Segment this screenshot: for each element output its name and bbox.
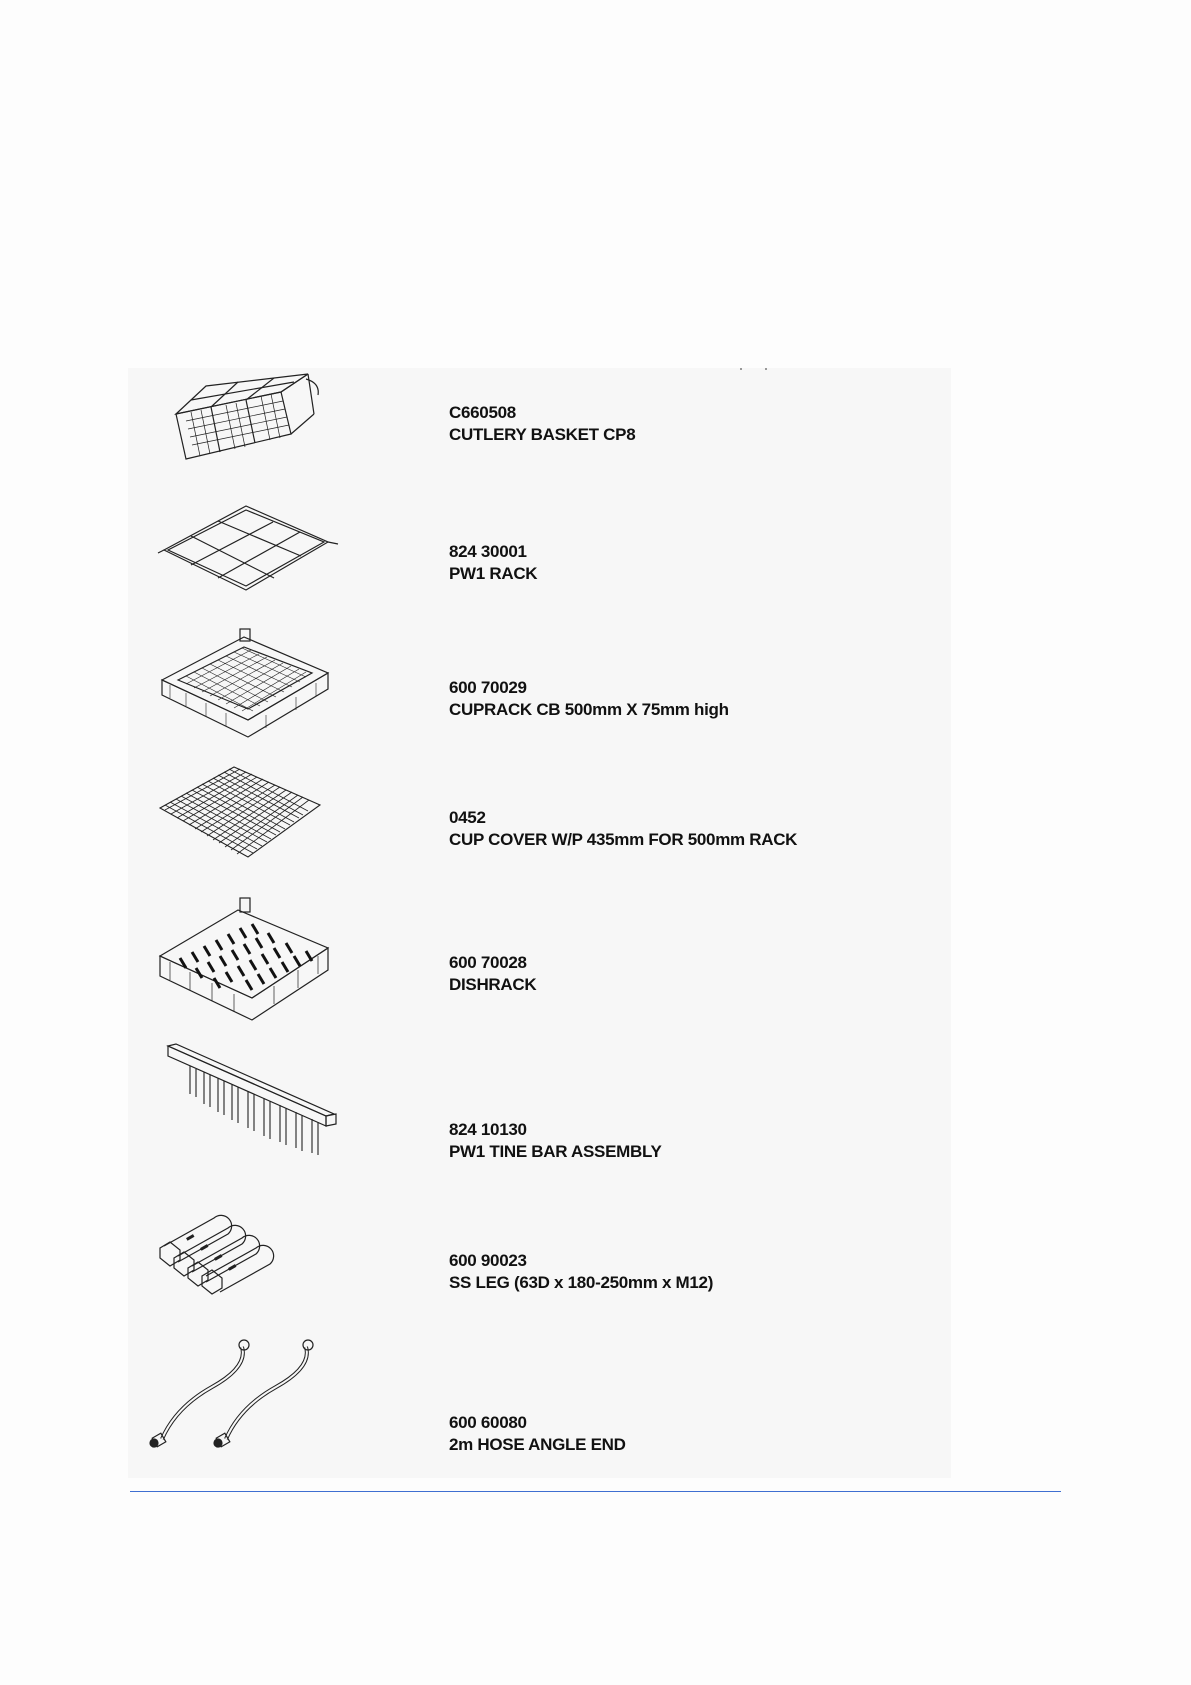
part-description: PW1 RACK xyxy=(449,564,538,583)
dishrack-icon xyxy=(156,888,356,1023)
part-code: 824 10130 xyxy=(449,1120,527,1139)
part-code: 0452 xyxy=(449,808,486,827)
cutlery-basket-icon xyxy=(156,374,356,474)
part-code: 600 70028 xyxy=(449,953,527,972)
part-row xyxy=(128,368,951,488)
part-code: 600 60080 xyxy=(449,1413,527,1432)
ss-legs-icon xyxy=(156,1206,356,1291)
scan-speck xyxy=(740,368,742,370)
part-description: CUP COVER W/P 435mm FOR 500mm RACK xyxy=(449,830,798,849)
part-description: DISHRACK xyxy=(449,975,537,994)
hoses-icon xyxy=(142,1339,342,1449)
part-row xyxy=(128,1333,951,1478)
parts-panel xyxy=(128,368,951,1478)
part-code: C660508 xyxy=(449,403,516,422)
cuprack-icon xyxy=(156,625,356,740)
part-row xyxy=(128,1198,951,1333)
part-row xyxy=(128,1038,951,1198)
part-description: 2m HOSE ANGLE END xyxy=(449,1435,626,1454)
part-description: CUTLERY BASKET CP8 xyxy=(449,425,636,444)
part-code: 600 90023 xyxy=(449,1251,527,1270)
tine-bar-icon xyxy=(156,1042,356,1157)
cup-cover-grid-icon xyxy=(156,763,356,863)
part-row xyxy=(128,488,951,623)
part-row xyxy=(128,623,951,753)
part-code: 600 70029 xyxy=(449,678,527,697)
wire-rack-icon xyxy=(156,498,356,598)
scan-speck xyxy=(765,368,767,370)
part-description: PW1 TINE BAR ASSEMBLY xyxy=(449,1142,662,1161)
footer-rule xyxy=(130,1491,1061,1492)
part-code: 824 30001 xyxy=(449,542,527,561)
part-description: CUPRACK CB 500mm X 75mm high xyxy=(449,700,729,719)
part-description: SS LEG (63D x 180-250mm x M12) xyxy=(449,1273,714,1292)
part-row xyxy=(128,888,951,1038)
part-row xyxy=(128,753,951,888)
